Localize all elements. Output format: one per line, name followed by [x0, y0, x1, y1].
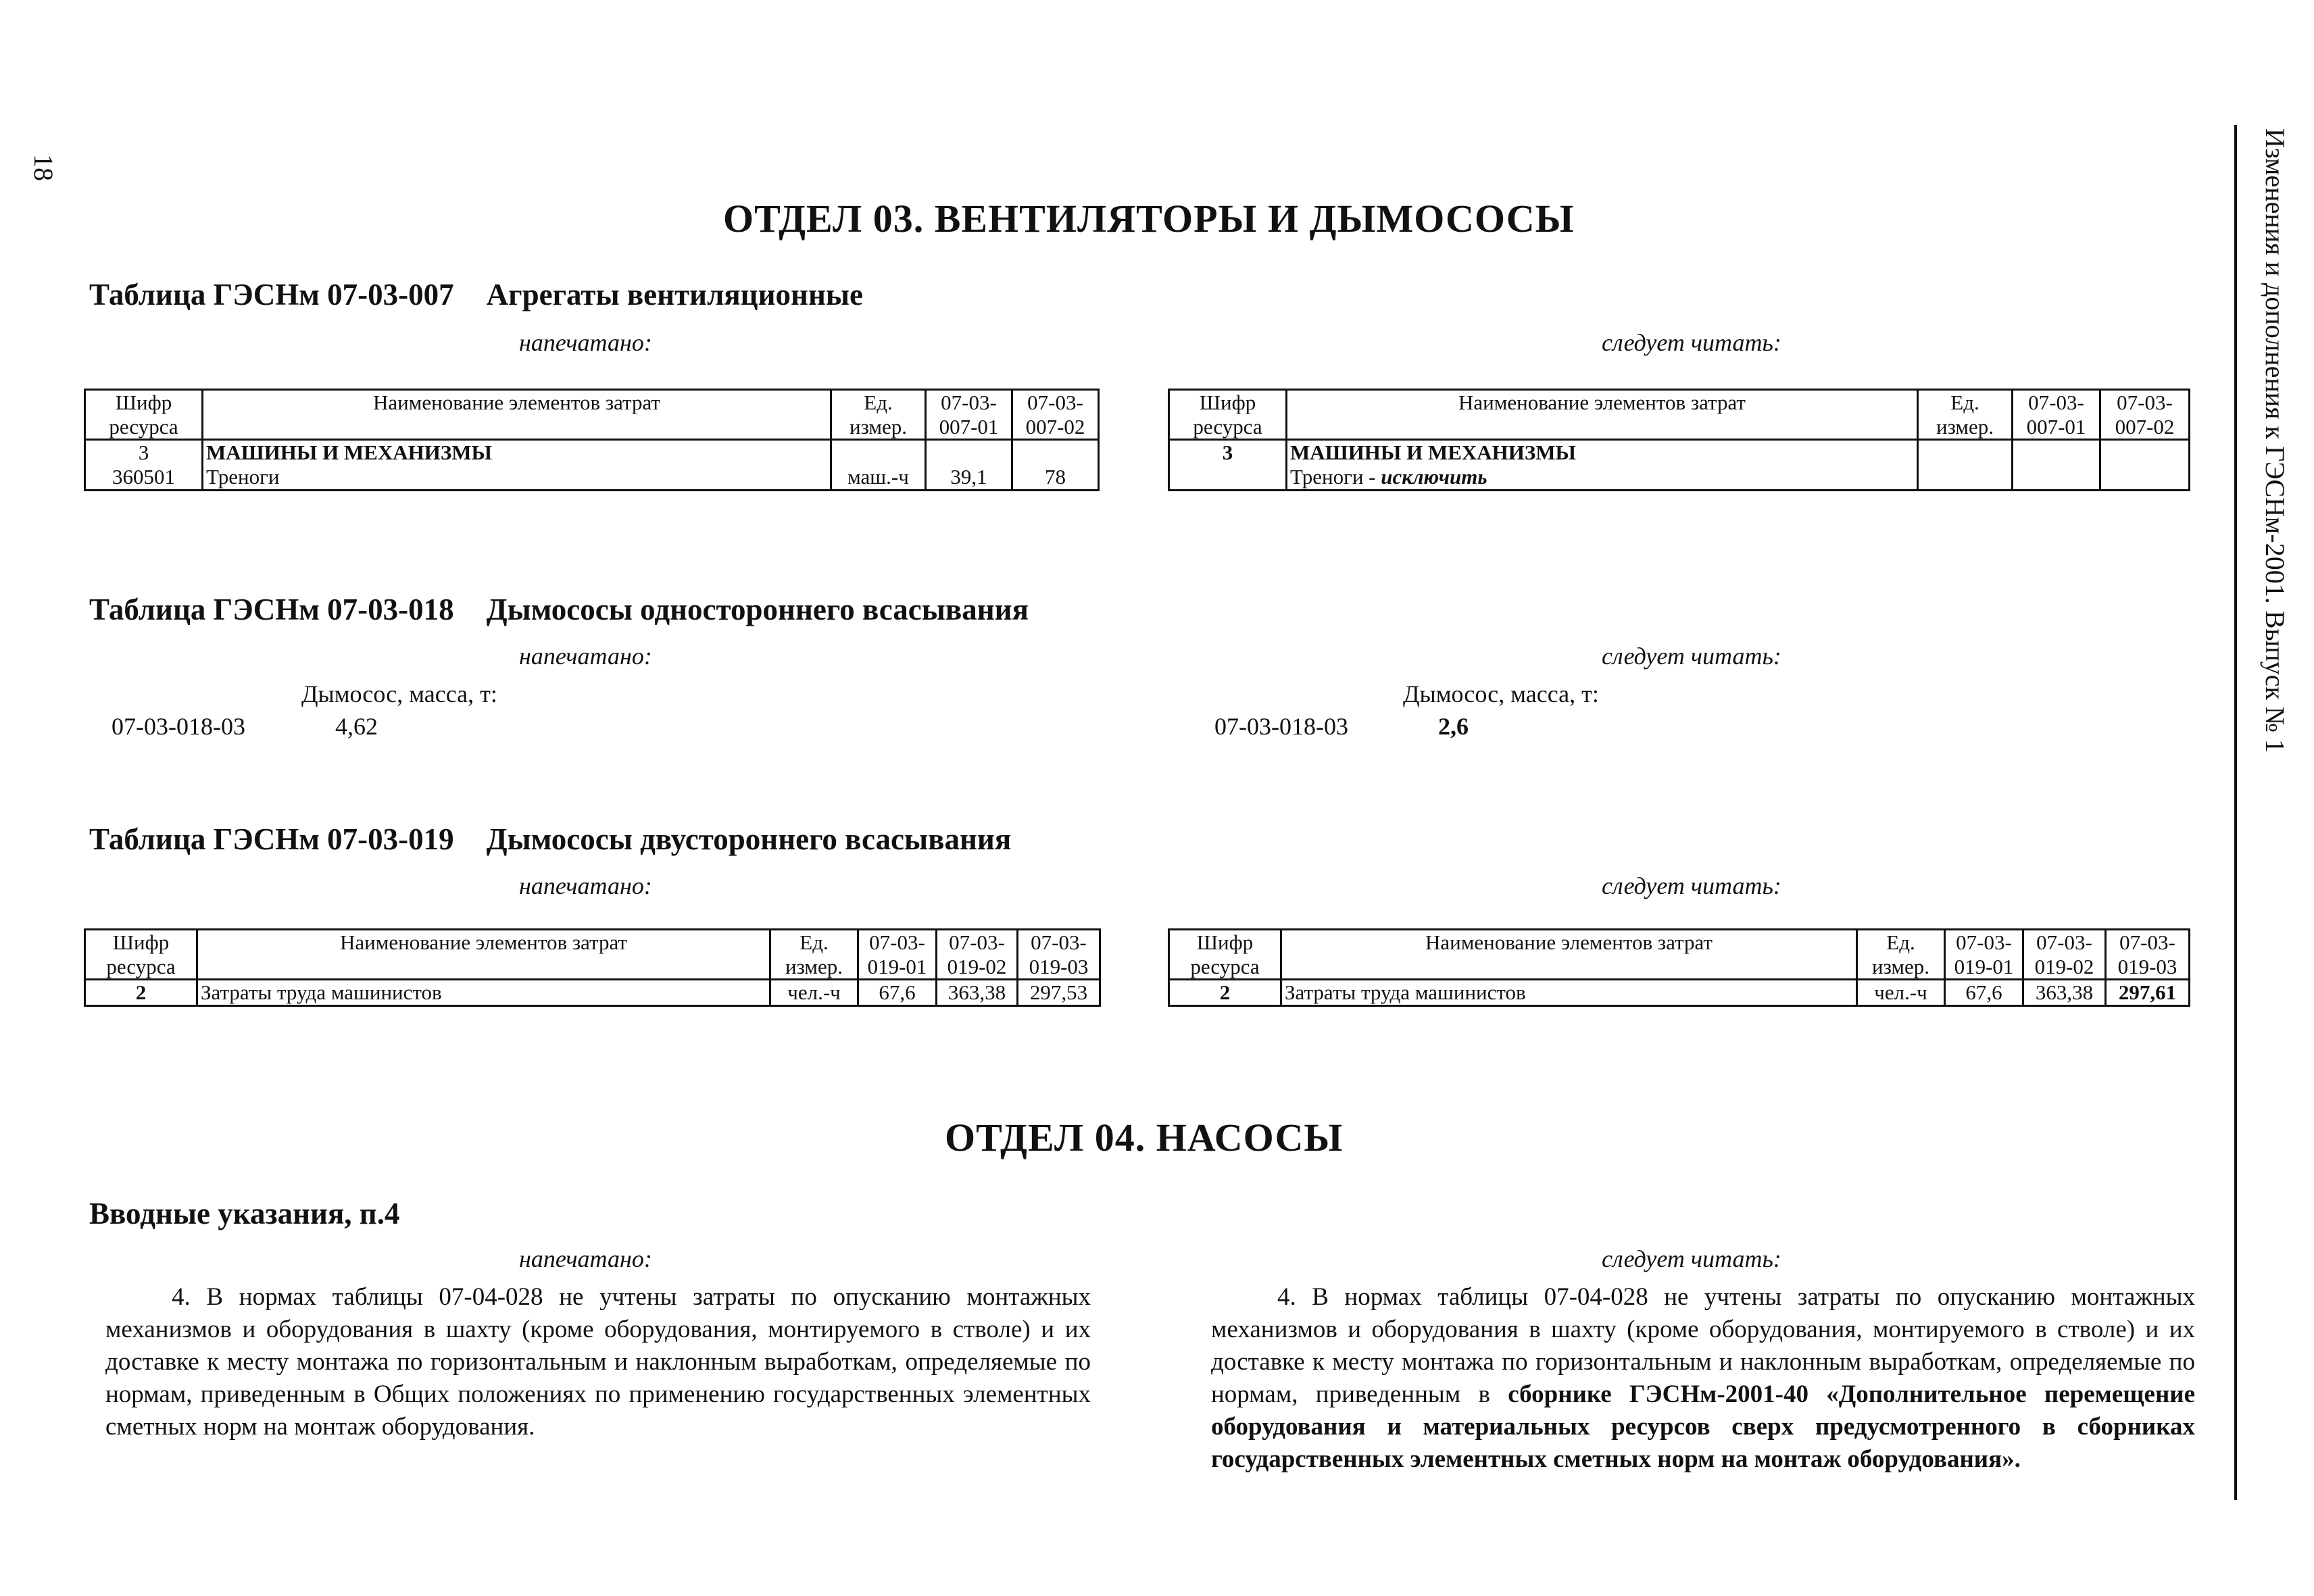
should-read-label: следует читать: [1602, 643, 1781, 670]
printed-label: напечатано: [519, 329, 652, 356]
should-read-label: следует читать: [1602, 1245, 1781, 1272]
table-018-title: Таблица ГЭСНм 07-03-018 Дымососы одностороннего всасывания [89, 593, 1029, 626]
table-018-corrected-code: 07-03-018-03 [1214, 713, 1348, 740]
intro-corrected-text: 4. В нормах таблицы 07-04-028 не учтены затраты по опусканию монтажных механизмов и оборудования в шахту (кроме оборудования, монтируемого в стволе) и их доставке к месту монтажа по горизонтальным и наклонным выработкам, определяемые по нормам, приведенным в сборнике ГЭСНм-2001-40 «Дополнительное перемещение оборудования и материальных ресурсов сверх предусмотренного в сборниках государственных элементных сметных норм на монтаж оборудования». [1211, 1283, 2196, 1473]
table-007-corrected: Шифр ресурса Наименование элементов затрат Ед. измер. 07-03- 007-01 07-03- 007-02 3 МАШИНЫ И МЕХАНИЗМЫ Треноги - исключить [1168, 389, 2190, 491]
page-number: 18 [28, 154, 59, 181]
table-018-printed-code: 07-03-018-03 [112, 713, 245, 740]
table-019-title: Таблица ГЭСНм 07-03-019 Дымососы двустороннего всасывания [89, 822, 1012, 856]
printed-label: напечатано: [519, 1245, 652, 1272]
running-header: Изменения и дополнения к ГЭСНм-2001. Выпуск № 1 [2260, 128, 2290, 753]
intro-title: Вводные указания, п.4 [89, 1197, 400, 1230]
section-04-title: ОТДЕЛ 04. НАСОСЫ [945, 1116, 1344, 1159]
table-019-corrected: Шифр ресурса Наименование элементов затрат Ед. измер. 07-03- 019-01 07-03- 019-02 07-03- 019-03 2 Затраты труда машинистов чел.-ч 67,6 363,38 297,61 [1168, 928, 2190, 1007]
table-018-corrected-param: Дымосос, масса, т: [1403, 680, 1599, 707]
printed-label: напечатано: [519, 872, 652, 899]
table-018-printed-param: Дымосос, масса, т: [301, 680, 497, 707]
table-018-printed-value: 4,62 [335, 713, 378, 740]
should-read-label: следует читать: [1602, 329, 1781, 356]
table-007-title: Таблица ГЭСНм 07-03-007 Агрегаты вентиляционные [89, 278, 863, 311]
should-read-label: следует читать: [1602, 872, 1781, 899]
margin-rule [2234, 125, 2237, 1500]
intro-corrected-bold: сборнике ГЭСНм-2001-40 «Дополнительное перемещение оборудования и материальных ресурсов сверх предусмотренного в сборниках государственных элементных сметных норм на монтаж оборудования». [1211, 1380, 2196, 1473]
section-03-title: ОТДЕЛ 03. ВЕНТИЛЯТОРЫ И ДЫМОСОСЫ [723, 197, 1575, 241]
table-019-printed: Шифр ресурса Наименование элементов затрат Ед. измер. 07-03- 019-01 07-03- 019-02 07-03- 019-03 2 Затраты труда машинистов чел.-ч 67,6 363,38 297,53 [84, 928, 1101, 1007]
intro-printed-text: 4. В нормах таблицы 07-04-028 не учтены затраты по опусканию монтажных механизмов и оборудования в шахту (кроме оборудования, монтируемого в стволе) и их доставке к месту монтажа по горизонтальным и наклонным выработкам, определяемые по нормам, приведенным в Общих положениях по применению государственных элементных сметных норм на монтаж оборудования. [105, 1283, 1091, 1441]
table-018-corrected-value: 2,6 [1438, 713, 1469, 740]
table-007-printed: Шифр ресурса Наименование элементов затрат Ед. измер. 07-03- 007-01 07-03- 007-02 3 360501 МАШИНЫ И МЕХАНИЗМЫ Треноги маш.-ч 39,1 78 [84, 389, 1100, 491]
printed-label: напечатано: [519, 643, 652, 670]
